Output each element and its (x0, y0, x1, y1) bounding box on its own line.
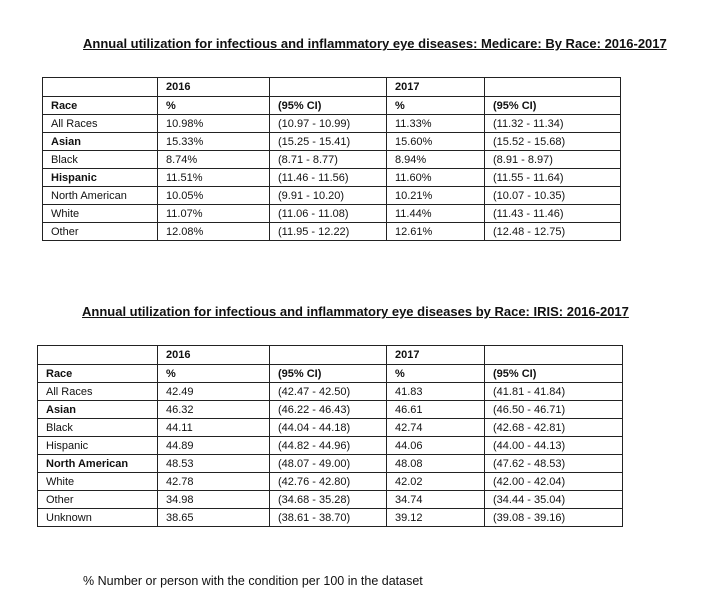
ci-2017-cell: (39.08 - 39.16) (485, 509, 623, 527)
ci-2017-cell: (12.48 - 12.75) (485, 223, 621, 241)
column-header-row (38, 365, 623, 383)
percent-2017-cell: 39.12 (387, 509, 485, 527)
ci-2016-cell: (44.04 - 44.18) (270, 419, 387, 437)
ci-2016-cell: (9.91 - 10.20) (270, 187, 387, 205)
ci-2016-cell: (8.71 - 8.77) (270, 151, 387, 169)
column-header-cell: (95% CI) (270, 97, 387, 115)
race-cell: All Races (43, 115, 158, 133)
ci-2017-cell: (42.68 - 42.81) (485, 419, 623, 437)
race-cell: Unknown (38, 509, 158, 527)
table-row (43, 223, 621, 241)
table-row (43, 187, 621, 205)
percent-2017-cell: 48.08 (387, 455, 485, 473)
ci-2017-cell: (8.91 - 8.97) (485, 151, 621, 169)
year-header-cell: 2017 (387, 78, 485, 97)
ci-2016-cell: (46.22 - 46.43) (270, 401, 387, 419)
table-row (38, 491, 623, 509)
year-header-cell (270, 78, 387, 97)
table-row (38, 401, 623, 419)
column-header-cell: Race (43, 97, 158, 115)
year-header-cell (485, 78, 621, 97)
ci-2016-cell: (38.61 - 38.70) (270, 509, 387, 527)
ci-2016-cell: (48.07 - 49.00) (270, 455, 387, 473)
percent-2017-cell: 15.60% (387, 133, 485, 151)
ci-2016-cell: (42.76 - 42.80) (270, 473, 387, 491)
percent-2016-cell: 38.65 (158, 509, 270, 527)
ci-2017-cell: (46.50 - 46.71) (485, 401, 623, 419)
ci-2016-cell: (44.82 - 44.96) (270, 437, 387, 455)
race-cell: North American (38, 455, 158, 473)
column-header-cell: % (387, 365, 485, 383)
race-cell: White (43, 205, 158, 223)
ci-2016-cell: (42.47 - 42.50) (270, 383, 387, 401)
table-row (38, 437, 623, 455)
percent-2017-cell: 44.06 (387, 437, 485, 455)
year-header-row (43, 78, 621, 97)
table-row (38, 509, 623, 527)
table1-title: Annual utilization for infectious and inflammatory eye diseases: Medicare: By Race: 2016-2017 (83, 36, 667, 51)
percent-2016-cell: 8.74% (158, 151, 270, 169)
percent-2016-cell: 12.08% (158, 223, 270, 241)
percent-2017-cell: 11.44% (387, 205, 485, 223)
column-header-cell: (95% CI) (485, 365, 623, 383)
percent-2016-cell: 11.51% (158, 169, 270, 187)
race-cell: All Races (38, 383, 158, 401)
ci-2016-cell: (11.46 - 11.56) (270, 169, 387, 187)
table-row (43, 151, 621, 169)
ci-2017-cell: (11.55 - 11.64) (485, 169, 621, 187)
race-cell: Hispanic (38, 437, 158, 455)
table-row (38, 473, 623, 491)
table-row (43, 133, 621, 151)
ci-2016-cell: (15.25 - 15.41) (270, 133, 387, 151)
percent-2016-cell: 10.98% (158, 115, 270, 133)
column-header-cell: % (158, 97, 270, 115)
table2-title: Annual utilization for infectious and inflammatory eye diseases by Race: IRIS: 2016-2017 (82, 304, 629, 319)
year-header-cell (270, 346, 387, 365)
percent-2017-cell: 42.02 (387, 473, 485, 491)
year-header-cell: 2016 (158, 346, 270, 365)
table-row (43, 115, 621, 133)
percent-2016-cell: 42.49 (158, 383, 270, 401)
percent-2016-cell: 10.05% (158, 187, 270, 205)
percent-2016-cell: 11.07% (158, 205, 270, 223)
footnote: % Number or person with the condition per 100 in the dataset (83, 574, 423, 588)
percent-2017-cell: 10.21% (387, 187, 485, 205)
year-header-cell (43, 78, 158, 97)
percent-2016-cell: 42.78 (158, 473, 270, 491)
percent-2017-cell: 11.60% (387, 169, 485, 187)
race-cell: North American (43, 187, 158, 205)
percent-2016-cell: 15.33% (158, 133, 270, 151)
table-row (38, 455, 623, 473)
percent-2017-cell: 8.94% (387, 151, 485, 169)
year-header-row (38, 346, 623, 365)
table-row (38, 419, 623, 437)
ci-2016-cell: (11.06 - 11.08) (270, 205, 387, 223)
percent-2016-cell: 34.98 (158, 491, 270, 509)
race-cell: Black (38, 419, 158, 437)
table-row (43, 169, 621, 187)
ci-2016-cell: (10.97 - 10.99) (270, 115, 387, 133)
race-cell: Black (43, 151, 158, 169)
percent-2017-cell: 46.61 (387, 401, 485, 419)
percent-2016-cell: 44.11 (158, 419, 270, 437)
percent-2017-cell: 12.61% (387, 223, 485, 241)
ci-2017-cell: (15.52 - 15.68) (485, 133, 621, 151)
race-cell: Hispanic (43, 169, 158, 187)
percent-2017-cell: 34.74 (387, 491, 485, 509)
percent-2016-cell: 48.53 (158, 455, 270, 473)
percent-2016-cell: 46.32 (158, 401, 270, 419)
ci-2017-cell: (42.00 - 42.04) (485, 473, 623, 491)
race-cell: Other (43, 223, 158, 241)
percent-2017-cell: 11.33% (387, 115, 485, 133)
percent-2017-cell: 41.83 (387, 383, 485, 401)
race-cell: Asian (43, 133, 158, 151)
percent-2017-cell: 42.74 (387, 419, 485, 437)
ci-2016-cell: (34.68 - 35.28) (270, 491, 387, 509)
race-cell: Asian (38, 401, 158, 419)
table-row (43, 205, 621, 223)
ci-2017-cell: (11.43 - 11.46) (485, 205, 621, 223)
year-header-cell: 2016 (158, 78, 270, 97)
medicare-race-table (42, 77, 621, 241)
column-header-cell: Race (38, 365, 158, 383)
ci-2017-cell: (47.62 - 48.53) (485, 455, 623, 473)
column-header-cell: (95% CI) (485, 97, 621, 115)
year-header-cell (38, 346, 158, 365)
ci-2017-cell: (44.00 - 44.13) (485, 437, 623, 455)
percent-2016-cell: 44.89 (158, 437, 270, 455)
race-cell: Other (38, 491, 158, 509)
column-header-cell: % (387, 97, 485, 115)
year-header-cell (485, 346, 623, 365)
race-cell: White (38, 473, 158, 491)
ci-2017-cell: (11.32 - 11.34) (485, 115, 621, 133)
year-header-cell: 2017 (387, 346, 485, 365)
ci-2017-cell: (10.07 - 10.35) (485, 187, 621, 205)
table-row (38, 383, 623, 401)
column-header-cell: (95% CI) (270, 365, 387, 383)
iris-race-table (37, 345, 623, 527)
ci-2017-cell: (41.81 - 41.84) (485, 383, 623, 401)
column-header-row (43, 97, 621, 115)
ci-2017-cell: (34.44 - 35.04) (485, 491, 623, 509)
column-header-cell: % (158, 365, 270, 383)
ci-2016-cell: (11.95 - 12.22) (270, 223, 387, 241)
